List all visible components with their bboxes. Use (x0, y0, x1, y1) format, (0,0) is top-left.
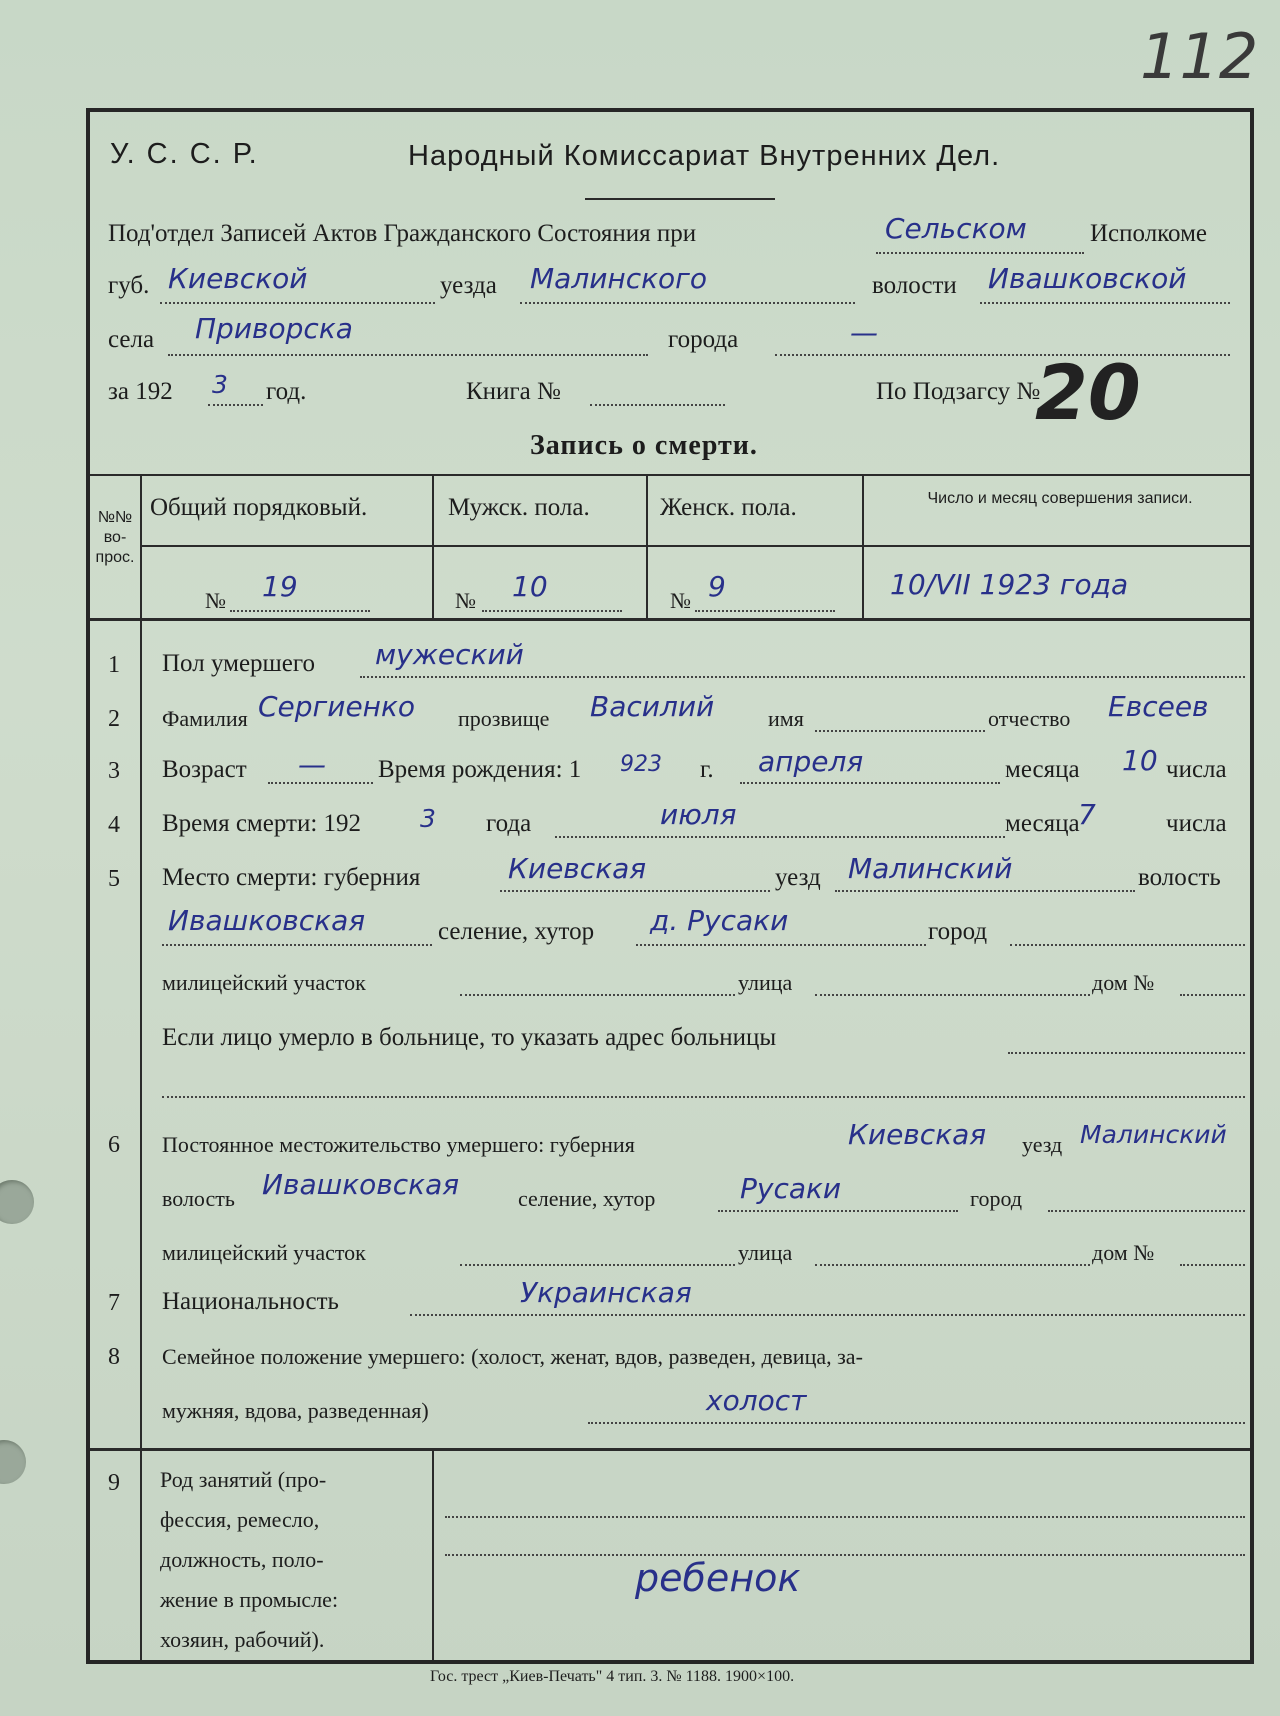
fill-line (775, 354, 1230, 356)
fill-line (1008, 1052, 1245, 1054)
nickname-value: Василий (590, 690, 715, 723)
death-volost-label: волость (1138, 864, 1221, 891)
residence-uezd-label: уезд (1022, 1132, 1063, 1157)
question-number: 9 (108, 1470, 120, 1496)
record-date: 10/VII 1923 года (890, 568, 1129, 601)
fill-line (160, 302, 435, 304)
name-label: имя (768, 706, 804, 731)
selo-value: Приворска (195, 312, 353, 345)
question-number: 5 (108, 866, 120, 892)
age-label: Возраст (162, 756, 247, 783)
residence-volost-label: волость (162, 1186, 235, 1211)
death-year-label: года (486, 810, 532, 837)
fill-line (460, 994, 735, 996)
birth-label: Время рождения: 1 (378, 756, 582, 783)
death-volost-value: Ивашковская (168, 904, 366, 937)
birth-day-label: числа (1166, 756, 1227, 783)
residence-gub-value: Киевская (848, 1118, 987, 1151)
birth-day: 10 (1122, 744, 1158, 777)
residence-selo-value: Русаки (740, 1172, 842, 1205)
nickname-label: прозвище (458, 706, 550, 731)
record-title: Запись о смерти. (530, 430, 758, 461)
question-number-header: №№ во- прос. (95, 509, 135, 566)
occupation-label-line: должность, поло- (160, 1547, 324, 1572)
registry-council: Сельском (885, 212, 1027, 245)
republic-label: У. С. С. Р. (110, 138, 259, 170)
no-prefix: № (670, 588, 691, 613)
fill-line (740, 782, 1000, 784)
fill-line (588, 1422, 1245, 1424)
question-column-border (140, 476, 142, 1660)
fill-line (460, 1264, 735, 1266)
occupation-label-line: Род занятий (про- (160, 1467, 327, 1492)
section-separator (90, 1448, 1250, 1451)
registry-suffix: Исполкоме (1090, 220, 1207, 247)
residence-gorod-label: город (970, 1186, 1023, 1211)
fill-line (876, 252, 1084, 254)
death-uezd-label: уезд (775, 864, 821, 891)
death-place-label: Место смерти: губерния (162, 864, 421, 891)
fill-line (835, 890, 1135, 892)
question-number: 6 (108, 1132, 120, 1158)
residence-house-label: дом № (1092, 1240, 1155, 1265)
uezd-value: Малинского (530, 262, 707, 295)
page-number: 112 (1140, 20, 1259, 93)
death-gub-value: Киевская (508, 852, 647, 885)
punch-hole (0, 1180, 34, 1224)
sex-label: Пол умершего (162, 650, 316, 677)
header-female: Женск. пола. (660, 494, 797, 521)
divider (585, 198, 775, 200)
occupation-label-line: фессия, ремесло, (160, 1507, 320, 1532)
table-border (90, 618, 1250, 621)
header-record-date: Число и месяц совершения записи. (927, 490, 1193, 507)
age-value: — (298, 748, 326, 781)
year-suffix: год. (266, 378, 307, 405)
fill-line (445, 1516, 1245, 1518)
question-number: 4 (108, 812, 120, 838)
selo-label: села (108, 326, 155, 353)
death-day-label: числа (1166, 810, 1227, 837)
sex-value: мужеский (375, 638, 524, 671)
fill-line (815, 994, 1090, 996)
column-border (432, 1450, 434, 1660)
header-separator (140, 545, 1250, 547)
year-prefix: за 192 (108, 378, 173, 405)
fill-line (1180, 1264, 1245, 1266)
column-border (432, 476, 434, 618)
fill-line (410, 1314, 1245, 1316)
occupation-label-line: хозяин, рабочий). (160, 1627, 325, 1652)
death-year: 3 (420, 804, 436, 833)
marital-value: холост (706, 1384, 807, 1417)
occupation-label (160, 1460, 338, 1660)
fill-line (718, 1210, 958, 1212)
podzags-label: По Подзагсу № (876, 378, 1041, 405)
gorod-label: города (668, 326, 739, 353)
no-prefix: № (205, 588, 226, 613)
total-number: 19 (262, 570, 298, 603)
occupation-label-line: жение в промысле: (160, 1587, 339, 1612)
death-day: 7 (1078, 798, 1096, 831)
marital-label: Семейное положение умершего: (холост, женат, вдов, разведен, девица, за- (162, 1344, 863, 1369)
nationality-label: Национальность (162, 1288, 339, 1315)
fill-line (1180, 994, 1245, 996)
fill-line (445, 1554, 1245, 1556)
fill-line (815, 1264, 1090, 1266)
gub-value: Киевской (168, 262, 308, 295)
death-time-label: Время смерти: 192 (162, 810, 362, 837)
column-border (862, 476, 864, 618)
residence-uezd-value: Малинский (1080, 1120, 1227, 1149)
fill-line (555, 836, 1005, 838)
hospital-label: Если лицо умерло в больнице, то указать адрес больницы (162, 1024, 777, 1051)
uezd-label: уезда (440, 272, 497, 299)
table-border (90, 474, 1250, 476)
residence-label: Постоянное местожительство умершего: губерния (162, 1132, 635, 1157)
fill-line (980, 302, 1230, 304)
question-number: 1 (108, 652, 120, 678)
fill-line (590, 404, 725, 406)
occupation-value: ребенок (635, 1556, 801, 1600)
volost-value: Ивашковской (988, 262, 1187, 295)
column-border (646, 476, 648, 618)
patronymic-value: Евсеев (1108, 690, 1209, 723)
fill-line (695, 610, 835, 612)
death-uezd-value: Малинский (848, 852, 1013, 885)
death-month: июля (660, 798, 737, 831)
book-label: Книга № (466, 378, 561, 405)
fill-line (208, 404, 263, 406)
gorod-value: — (850, 316, 878, 349)
marital-label-cont: мужняя, вдова, разведенная) (162, 1398, 429, 1423)
birth-month: апреля (758, 745, 864, 778)
header-total: Общий порядковый. (150, 494, 368, 521)
question-number: 7 (108, 1290, 120, 1316)
fill-line (360, 676, 1245, 678)
year-abbrev: г. (700, 756, 714, 783)
question-number: 3 (108, 758, 120, 784)
death-selo-label: селение, хутор (438, 918, 595, 945)
fill-line (162, 1096, 1245, 1098)
surname-label: Фамилия (162, 706, 248, 731)
female-number: 9 (708, 570, 726, 603)
fill-line (520, 302, 855, 304)
death-street-label: улица (738, 970, 793, 995)
fill-line (162, 944, 432, 946)
male-number: 10 (512, 570, 548, 603)
printer-imprint: Гос. трест „Киев-Печать" 4 тип. 3. № 1188. 1900×100. (430, 1668, 795, 1685)
fill-line (1010, 944, 1245, 946)
year-digit: 3 (212, 370, 228, 399)
fill-line (268, 782, 373, 784)
residence-street-label: улица (738, 1240, 793, 1265)
residence-militia-label: милицейский участок (162, 1240, 366, 1265)
death-gorod-label: город (928, 918, 988, 945)
fill-line (815, 730, 985, 732)
death-month-label: месяца (1005, 810, 1080, 837)
fill-line (168, 354, 648, 356)
residence-selo-label: селение, хутор (518, 1186, 656, 1211)
registry-label: Под'отдел Записей Актов Гражданского Состояния при (108, 220, 697, 247)
residence-volost-value: Ивашковская (262, 1168, 460, 1201)
fill-line (482, 610, 622, 612)
nationality-value: Украинская (520, 1276, 692, 1309)
fill-line (230, 610, 370, 612)
death-house-label: дом № (1092, 970, 1155, 995)
surname-value: Сергиенко (258, 690, 416, 723)
death-militia-label: милицейский участок (162, 970, 366, 995)
fill-line (1048, 1210, 1245, 1212)
punch-hole (0, 1440, 26, 1484)
volost-label: волости (872, 272, 957, 299)
birth-year: 923 (620, 752, 662, 777)
no-prefix: № (455, 588, 476, 613)
fill-line (500, 890, 770, 892)
podzags-value: 20 (1035, 348, 1141, 437)
commissariat-title: Народный Комиссариат Внутренних Дел. (408, 140, 1001, 172)
death-selo-value: д. Русаки (650, 904, 789, 937)
header-male: Мужск. пола. (448, 494, 590, 521)
question-number: 8 (108, 1344, 120, 1370)
gub-label: губ. (108, 272, 150, 299)
question-number: 2 (108, 706, 120, 732)
patronymic-label: отчество (988, 706, 1071, 731)
fill-line (636, 944, 926, 946)
birth-month-label: месяца (1005, 756, 1080, 783)
